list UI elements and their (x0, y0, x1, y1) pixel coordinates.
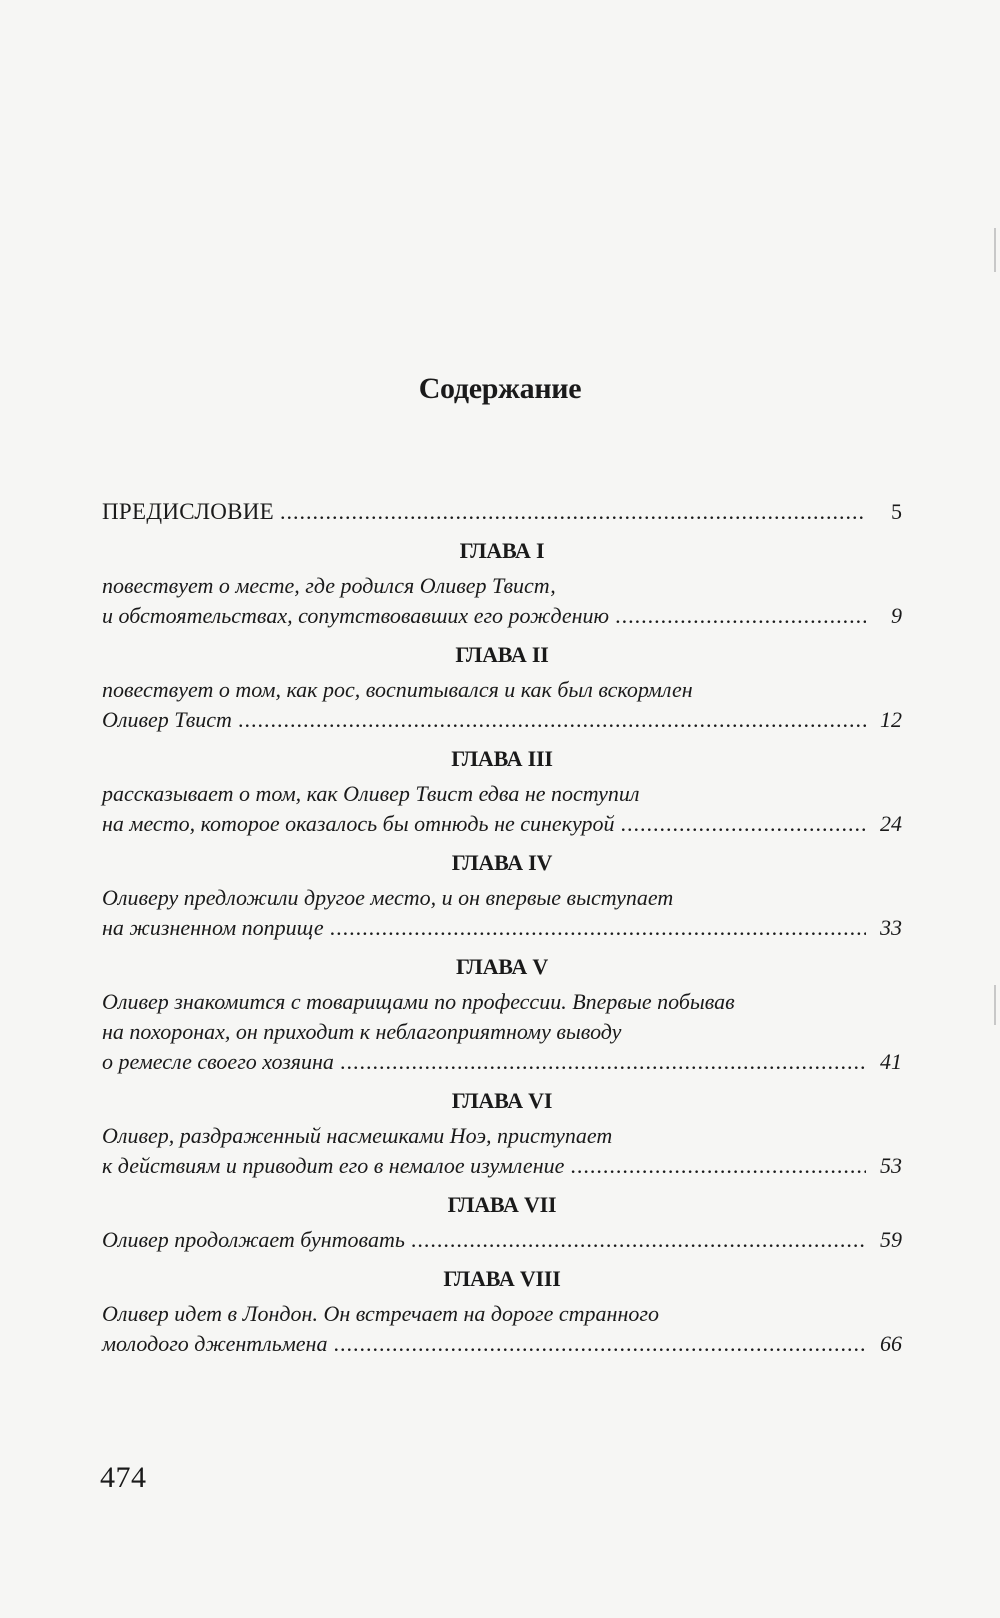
toc-entry[interactable] (102, 913, 902, 943)
chapter-description-last-line: Оливер Твист (102, 707, 232, 732)
dot-leader (620, 809, 866, 839)
toc-chapter (102, 743, 902, 839)
dot-leader (238, 705, 866, 735)
toc-entry[interactable] (102, 1151, 902, 1181)
chapter-description-line: Оливер, раздраженный насмешками Ноэ, приступает (102, 1123, 613, 1148)
chapter-description-last-line: на жизненном поприще (102, 915, 324, 940)
chapter-heading: ГЛАВА I (459, 538, 545, 563)
toc-entry[interactable] (102, 601, 902, 631)
chapter-page-number: 41 (880, 1049, 902, 1074)
chapter-page-number: 12 (880, 707, 902, 732)
chapter-description-last-line: Оливер продолжает бунтовать (102, 1227, 405, 1252)
chapter-page-number: 66 (880, 1331, 902, 1356)
scan-edge-mark (994, 228, 996, 272)
chapter-description-last-line: и обстоятельствах, сопутствовавших его рождению (102, 603, 610, 628)
toc-entry-preface[interactable] (102, 497, 902, 527)
dot-leader (411, 1225, 866, 1255)
dot-leader (615, 601, 866, 631)
chapter-heading: ГЛАВА II (455, 642, 549, 667)
chapter-description-last-line: к действиям и приводит его в немалое изумление (102, 1153, 565, 1178)
chapter-description-line: повествует о месте, где родился Оливер Твист, (102, 573, 556, 598)
chapter-description-last-line: о ремесле своего хозяина (102, 1049, 334, 1074)
chapter-description-line: Оливеру предложили другое место, и он впервые выступает (102, 885, 674, 910)
chapter-description-line: Оливер знакомится с товарищами по профессии. Впервые побывав (102, 989, 735, 1014)
dot-leader (340, 1047, 866, 1077)
chapter-page-number: 53 (880, 1153, 902, 1178)
toc-entry[interactable] (102, 809, 902, 839)
preface-label: ПРЕДИСЛОВИЕ (102, 499, 275, 524)
toc-chapter (102, 847, 902, 943)
chapter-page-number: 33 (880, 915, 902, 940)
chapter-heading: ГЛАВА VIII (443, 1266, 561, 1291)
chapter-page-number: 9 (891, 603, 902, 628)
table-of-contents (102, 497, 902, 1359)
page-title: Содержание (418, 372, 582, 405)
dot-leader (570, 1151, 866, 1181)
toc-entry[interactable] (102, 1329, 902, 1359)
chapter-description-line: рассказывает о том, как Оливер Твист едва не поступил (102, 781, 640, 806)
chapter-page-number: 24 (880, 811, 902, 836)
dot-leader (333, 1329, 866, 1359)
toc-chapter (102, 1263, 902, 1359)
toc-chapter (102, 639, 902, 735)
chapter-list (102, 535, 902, 1359)
chapter-description-last-line: молодого джентльмена (102, 1331, 328, 1356)
scan-edge-mark (994, 985, 996, 1025)
chapter-heading: ГЛАВА V (455, 954, 549, 979)
chapter-description-last-line: на место, которое оказалось бы отнюдь не синекурой (102, 811, 615, 836)
toc-chapter (102, 1085, 902, 1181)
toc-entry[interactable] (102, 1047, 902, 1077)
dot-leader (330, 913, 866, 943)
chapter-heading: ГЛАВА VI (451, 1088, 553, 1113)
chapter-heading: ГЛАВА VII (447, 1192, 557, 1217)
chapter-description-line: повествует о том, как рос, воспитывался и как был вскормлен (102, 677, 693, 702)
dot-leader (280, 497, 866, 527)
chapter-description-line: Оливер идет в Лондон. Он встречает на дороге странного (102, 1301, 659, 1326)
chapter-page-number: 59 (880, 1227, 902, 1252)
toc-chapter (102, 951, 902, 1077)
preface-page-number: 5 (891, 499, 902, 524)
chapter-heading: ГЛАВА III (451, 746, 553, 771)
chapter-heading: ГЛАВА IV (451, 850, 553, 875)
chapter-description-line: на похоронах, он приходит к неблагоприятному выводу (102, 1019, 622, 1044)
toc-chapter (102, 535, 902, 631)
toc-entry[interactable] (102, 1225, 902, 1255)
page-number: 474 (100, 1461, 147, 1494)
toc-chapter (102, 1189, 902, 1255)
toc-entry[interactable] (102, 705, 902, 735)
